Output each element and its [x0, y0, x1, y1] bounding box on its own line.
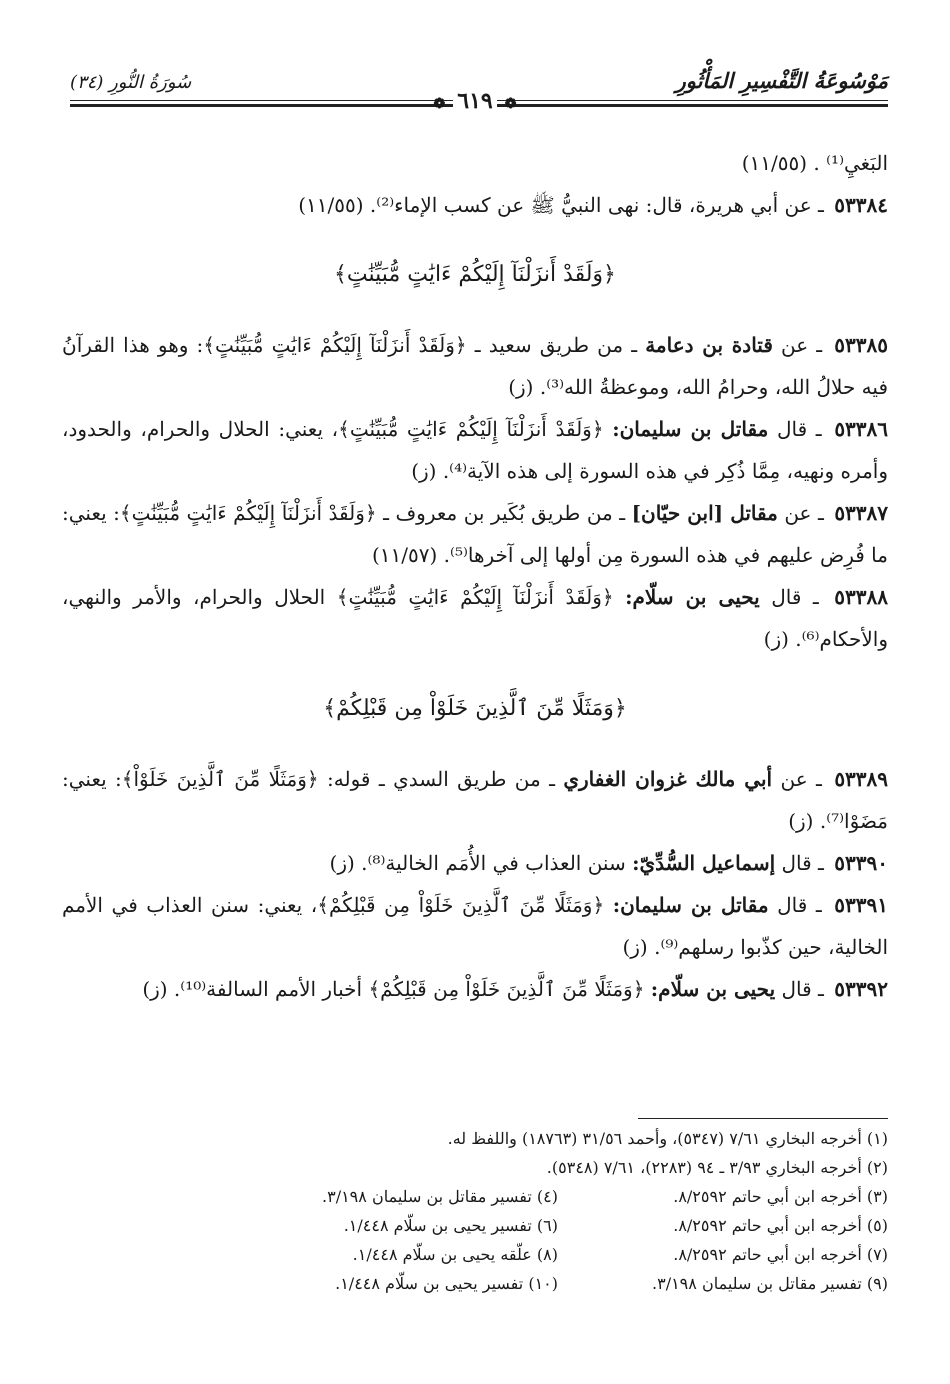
- footnote: (٩) تفسير مقاتل بن سليمان ٣/١٩٨.: [652, 1274, 888, 1293]
- hadith-entry: [62, 184, 888, 226]
- entry-text: ﴿وَمَثَلًا مِّنَ ٱلَّذِينَ خَلَوْاْ مِن قَبْلِكُمْ﴾، يعني: سنن العذاب في الأمم الخالية، حين كذّبوا رسلهم⁽⁹⁾. (ز): [62, 893, 888, 959]
- hadith-entry: [62, 492, 888, 576]
- page-number: [0, 88, 950, 114]
- entry-number: ٥٣٣٨٨: [834, 585, 888, 609]
- main-text: [62, 142, 888, 1010]
- footnote-row: [150, 1211, 888, 1240]
- entry-prefix: ـ قال: [776, 417, 822, 441]
- entry-number: ٥٣٣٩٠: [834, 851, 888, 875]
- entry-text: ﴿وَمَثَلًا مِّنَ ٱلَّذِينَ خَلَوْاْ مِن قَبْلِكُمْ﴾ أخبار الأمم السالفة⁽¹⁰⁾. (ز): [142, 977, 645, 1001]
- entry-number: ٥٣٣٨٥: [834, 333, 889, 357]
- paragraph-text: البَغيِ⁽¹⁾ . (١١/٥٥): [741, 151, 888, 175]
- book-title: مَوْسُوعَةُ التَّفْسِيرِ المَأْثُورِ: [675, 68, 888, 93]
- entry-prefix: ـ قال: [777, 893, 822, 917]
- footnote: (٧) أخرجه ابن أبي حاتم ٨/٢٥٩٢.: [673, 1245, 888, 1264]
- surah-label: سُورَةُ النُّورِ (٣٤): [70, 72, 192, 93]
- entry-prefix: ـ قال: [781, 851, 824, 875]
- entry-number: ٥٣٣٨٦: [834, 417, 889, 441]
- entry-prefix: ـ عن: [784, 501, 824, 525]
- footnote: (٢) أخرجه البخاري ٣/٩٣ ـ ٩٤ (٢٢٨٣)، ٧/٦١ (٥٣٤٨).: [546, 1158, 888, 1177]
- footnote: (٦) تفسير يحيى بن سلّام ١/٤٤٨.: [343, 1216, 558, 1235]
- verse-heading: ﴿وَلَقَدْ أَنزَلْنَآ إِلَيْكُمْ ءَايَٰتٍ مُّبَيِّنَٰتٍ﴾: [334, 262, 616, 287]
- entry-prefix: ـ قال: [781, 977, 824, 1001]
- footnote: (١٠) تفسير يحيى بن سلّام ١/٤٤٨.: [335, 1274, 558, 1293]
- hadith-entry: [62, 968, 888, 1010]
- hadith-entry: [62, 884, 888, 968]
- entry-text: ـ من طريق بُكَير بن معروف ـ ﴿وَلَقَدْ أَنزَلْنَآ إِلَيْكُمْ ءَايَٰتٍ مُّبَيِّنَٰتٍ﴾: يعني: ما فُرِض عليهم في هذه السورة مِن أولها إلى آخرها⁽⁵⁾. (١١/٥٧): [62, 501, 888, 567]
- footnotes: [150, 1124, 888, 1298]
- entry-text: ـ عن أبي هريرة، قال: نهى النبيُّ ﷺ عن كسب الإماء⁽²⁾. (١١/٥٥): [298, 193, 824, 217]
- narrator-name: قتادة بن دعامة: [645, 333, 773, 357]
- entry-number: ٥٣٣٨٧: [834, 501, 889, 525]
- entry-text: ـ من طريق سعيد ـ ﴿وَلَقَدْ أَنزَلْنَآ إِلَيْكُمْ ءَايَٰتٍ مُّبَيِّنَٰتٍ﴾: وهو هذا القرآنُ فيه حلالُ الله، وحرامُ الله، وموعظةُ الله⁽³⁾. (ز): [62, 333, 888, 399]
- narrator-name: مقاتل [ابن حيّان]: [631, 501, 778, 525]
- footnote: (٤) تفسير مقاتل بن سليمان ٣/١٩٨.: [322, 1187, 558, 1206]
- narrator-name: مقاتل بن سليمان:: [612, 417, 769, 441]
- entry-prefix: ـ قال: [771, 585, 819, 609]
- hadith-entry: [62, 758, 888, 842]
- hadith-entry: [62, 324, 888, 408]
- footnote-rule: [638, 1118, 888, 1119]
- narrator-name: أبي مالك غزوان الغفاري: [563, 767, 773, 791]
- entry-prefix: ـ عن: [781, 333, 823, 357]
- footnote: (١) أخرجه البخاري ٧/٦١ (٥٣٤٧)، وأحمد ٣١/٥٦ (١٨٧٦٣) واللفظ له.: [447, 1129, 888, 1148]
- entry-number: ٥٣٣٨٤: [834, 193, 888, 217]
- footnote: (٥) أخرجه ابن أبي حاتم ٨/٢٥٩٢.: [673, 1216, 888, 1235]
- narrator-name: إسماعيل السُّدِّيّ:: [632, 851, 776, 875]
- entry-text: ﴿وَلَقَدْ أَنزَلْنَآ إِلَيْكُمْ ءَايَٰتٍ مُّبَيِّنَٰتٍ﴾، يعني: الحلال والحرام، والحدود، وأمره ونهيه، مِمَّا ذُكِر في هذه السورة إلى هذه الآية⁽⁴⁾. (ز): [62, 417, 888, 483]
- ornament-icon: ❁: [504, 96, 517, 112]
- footnote-row: [150, 1182, 888, 1211]
- footnote-row: [150, 1240, 888, 1269]
- paragraph-continuation: [62, 142, 888, 184]
- hadith-entry: [62, 576, 888, 660]
- ornament-icon: ❁: [433, 96, 446, 112]
- narrator-name: يحيى بن سلّام:: [625, 585, 760, 609]
- page-number-value: ٦١٩: [453, 88, 496, 114]
- verse-heading: ﴿وَمَثَلًا مِّنَ ٱلَّذِينَ خَلَوْاْ مِن قَبْلِكُمْ﴾: [323, 696, 627, 721]
- entry-text: سنن العذاب في الأُمَم الخالية⁽⁸⁾. (ز): [329, 851, 626, 875]
- footnote-row: [150, 1269, 888, 1298]
- entry-number: ٥٣٣٨٩: [834, 767, 889, 791]
- hadith-entry: [62, 408, 888, 492]
- footnote: (٣) أخرجه ابن أبي حاتم ٨/٢٥٩٢.: [673, 1187, 888, 1206]
- narrator-name: يحيى بن سلّام:: [650, 977, 776, 1001]
- entry-number: ٥٣٣٩٢: [834, 977, 888, 1001]
- hadith-entry: [62, 842, 888, 884]
- entry-text: ﴿وَلَقَدْ أَنزَلْنَآ إِلَيْكُمْ ءَايَٰتٍ مُّبَيِّنَٰتٍ﴾ الحلال والحرام، والأمر والنهي، والأحكام⁽⁶⁾. (ز): [62, 585, 888, 651]
- entry-number: ٥٣٣٩١: [834, 893, 888, 917]
- entry-text: ـ من طريق السدي ـ قوله: ﴿وَمَثَلًا مِّنَ ٱلَّذِينَ خَلَوْاْ﴾: يعني: مَضَوْا⁽⁷⁾. (ز): [62, 767, 888, 833]
- narrator-name: مقاتل بن سليمان:: [612, 893, 769, 917]
- entry-prefix: ـ عن: [780, 767, 822, 791]
- footnote: (٨) علّقه يحيى بن سلّام ١/٤٤٨.: [352, 1245, 558, 1264]
